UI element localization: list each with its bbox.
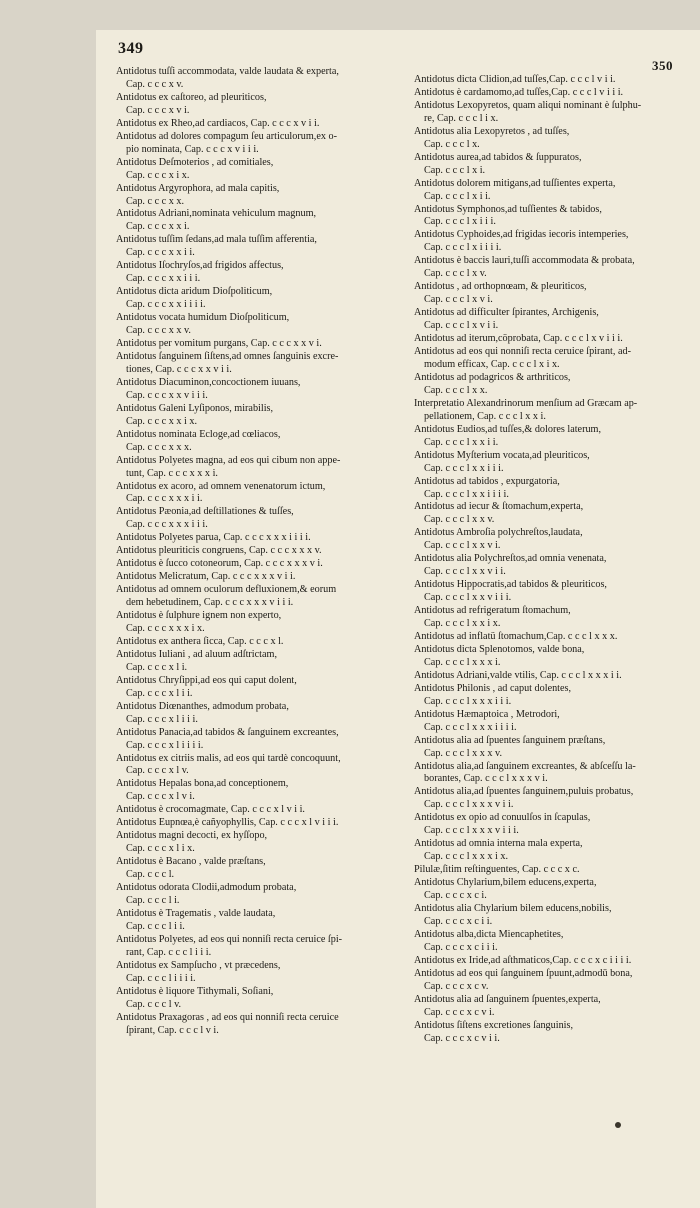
index-entry [116, 234, 388, 260]
entry-text: Pilulæ,ſitim reſtinguentes, Cap. c c c x c. [414, 864, 580, 876]
entry-continuation: Cap. c c c x v. [126, 78, 184, 90]
entry-text: Antidotus odorata Clodii,admodum probata, [116, 882, 297, 894]
entry-continuation: Cap. c c c x l v. [126, 765, 189, 777]
entry-continuation: Cap. c c c l x i. [424, 164, 486, 176]
entry-continuation: Cap. c c c x c i. [424, 890, 487, 902]
entry-continuation: Cap. c c c x c i i. [424, 915, 493, 927]
entry-continuation: Cap. c c c l x x x i i i i. [424, 721, 517, 733]
entry-continuation: Cap. c c c l x x i i i. [424, 462, 504, 474]
entry-text: Antidotus magni decocti, ex hyſſopo, [116, 830, 268, 842]
entry-continuation: Cap. c c c x l i i i. [126, 713, 198, 725]
entry-text: Antidotus Iſochryſos,ad frigidos affectus, [116, 260, 284, 272]
entry-continuation: Cap. c c c l x i i i. [424, 216, 496, 228]
entry-text: Antidotus ad iecur & ſtomachum,experta, [414, 501, 584, 513]
entry-text: Antidotus Polyetes magna, ad eos qui cibum non appe- [116, 454, 341, 466]
index-entry [414, 281, 684, 307]
entry-continuation: Cap. c c c l x x i i. [424, 436, 499, 448]
entry-continuation: Cap. c c c x x x i x. [126, 622, 205, 634]
index-entry [414, 398, 684, 424]
entry-text: Antidotus Lexopyretos, quam aliqui nominant è ſulphu- [414, 99, 642, 111]
entry-continuation: Cap. c c c l x x x v i i. [424, 799, 514, 811]
index-entry [116, 338, 388, 351]
entry-continuation: tiones, Cap. c c c x x v i i. [126, 363, 232, 375]
entry-text: Antidotus Eupnœa,è cañyophyllis, Cap. c c c x l v i i i. [116, 817, 339, 829]
entry-text: Antidotus ad inflatü ſtomachum,Cap. c c c l x x x. [414, 630, 618, 642]
entry-continuation: Cap. c c c x c v. [424, 980, 489, 992]
index-entry [414, 761, 684, 787]
entry-continuation: Cap. c c c x x i i. [126, 247, 195, 259]
index-entry [116, 131, 388, 157]
entry-continuation: borantes, Cap. c c c l x x x v i. [424, 773, 548, 785]
index-entry [116, 157, 388, 183]
index-entry [116, 118, 388, 131]
index-entry [414, 631, 684, 644]
index-entry [116, 558, 388, 571]
index-entry [116, 1012, 388, 1038]
entry-text: Antidotus ex caſtoreo, ad pleuriticos, [116, 91, 267, 103]
entry-text: Antidotus Praxagoras , ad eos qui nonniſi recta ceruice [116, 1011, 339, 1023]
index-entry [414, 553, 684, 579]
entry-text: Antidotus ad omnia interna mala experta, [414, 838, 583, 850]
entry-continuation: modum efficax, Cap. c c c l x i x. [424, 358, 560, 370]
entry-continuation: Cap. c c c l x x i x. [424, 618, 501, 630]
index-entry [414, 229, 684, 255]
entry-text: Antidotus Eudios,ad tuſſes,& dolores laterum, [414, 423, 602, 435]
index-entry [414, 255, 684, 281]
index-entry [414, 903, 684, 929]
entry-text: Antidotus ex Rheo,ad cardiacos, Cap. c c c x v i i. [116, 117, 320, 129]
entry-continuation: Cap. c c c x l i i i i. [126, 739, 204, 751]
page-number-right: 350 [652, 58, 673, 73]
index-entry [414, 670, 684, 683]
entry-continuation: dem hebetudinem, Cap. c c c x x x v i i i. [126, 597, 294, 609]
entry-continuation: Cap. c c c l v. [126, 998, 182, 1010]
entry-continuation: Cap. c c c l i i. [126, 920, 185, 932]
entry-continuation: Cap. c c c x l v i. [126, 791, 195, 803]
index-entry [116, 532, 388, 545]
entry-text: Antidotus ſiſtens excretiones ſanguinis, [414, 1019, 574, 1031]
right-column [414, 74, 684, 1045]
entry-text: Antidotus Iuliani , ad aluum adſtrictam, [116, 648, 277, 660]
index-entry [116, 260, 388, 286]
entry-text: Antidotus Galeni Lyſiponos, mirabilis, [116, 402, 274, 414]
index-entry [116, 183, 388, 209]
entry-text: Antidotus per vomitum purgans, Cap. c c c x x v i. [116, 338, 322, 350]
index-entry [116, 701, 388, 727]
entry-text: Antidotus Hippocratis,ad tabidos & pleuriticos, [414, 579, 607, 591]
entry-text: Antidotus Polyetes parua, Cap. c c c x x x i i i i. [116, 532, 311, 544]
index-entry [414, 1020, 684, 1046]
entry-text: Antidotus Melicratum, Cap. c c c x x x v i i. [116, 571, 296, 583]
entry-continuation: Cap. c c c x l i i. [126, 687, 193, 699]
entry-continuation: Cap. c c c x l i x. [126, 843, 195, 855]
index-entry [414, 786, 684, 812]
index-entry [116, 856, 388, 882]
index-entry [116, 455, 388, 481]
entry-text: Antidotus Adriani,valde vtilis, Cap. c c c l x x x i i. [414, 669, 622, 681]
entry-text: Antidotus Diacuminon,concoctionem iuuans, [116, 376, 301, 388]
entry-text: Antidotus Deſmoterios , ad comitiales, [116, 156, 274, 168]
entry-text: Antidotus è Tragematis , valde laudata, [116, 907, 276, 919]
entry-continuation: ſpirant, Cap. c c c l v i. [126, 1024, 219, 1036]
entry-text: Antidotus Adriani,nominata vehiculum magnum, [116, 208, 317, 220]
entry-text: Antidotus Myſterium vocata,ad pleuriticos, [414, 449, 590, 461]
index-entry [414, 100, 684, 126]
index-entry [116, 403, 388, 429]
index-entry [116, 286, 388, 312]
entry-continuation: Cap. c c c x v i. [126, 104, 190, 116]
index-entry [414, 126, 684, 152]
index-entry [116, 545, 388, 558]
entry-text: Antidotus ad refrigeratum ſtomachum, [414, 605, 571, 617]
index-entry [414, 864, 684, 877]
entry-continuation: rant, Cap. c c c l i i i. [126, 946, 212, 958]
entry-continuation: Cap. c c c x x x i i. [126, 493, 203, 505]
entry-continuation: Cap. c c c l i. [126, 895, 180, 906]
entry-text: Antidotus ad podagricos & arthriticos, [414, 371, 571, 383]
index-entry [414, 476, 684, 502]
entry-text: Antidotus ad tabidos , expurgatoria, [414, 475, 560, 487]
entry-text: Antidotus Hepalas bona,ad conceptionem, [116, 778, 289, 790]
entry-text: Antidotus Pæonia,ad deſtillationes & tuſſes, [116, 506, 294, 518]
index-entry [414, 838, 684, 864]
entry-text: Antidotus ad iterum,cöprobata, Cap. c c c l x v i i i. [414, 333, 623, 345]
index-entry [414, 812, 684, 838]
entry-continuation: Cap. c c c l x x v i. [424, 540, 501, 552]
index-entry [414, 307, 684, 333]
entry-text: Antidotus è Bacano , valde præſtans, [116, 856, 266, 868]
index-entry [116, 753, 388, 779]
entry-text: Antidotus è liquore Tithymali, Soſiani, [116, 985, 274, 997]
entry-continuation: Cap. c c c l x x v. [424, 514, 495, 526]
index-entry [116, 377, 388, 403]
entry-continuation: Cap. c c c x x i i i i. [126, 299, 206, 311]
index-entry [414, 968, 684, 994]
entry-text: Antidotus è ſulphure ignem non experto, [116, 610, 282, 622]
index-entry [116, 934, 388, 960]
entry-text: Antidotus è ſucco cotoneorum, Cap. c c c x x x v i. [116, 558, 323, 570]
entry-continuation: Cap. c c c l x x x v i i i. [424, 825, 519, 837]
entry-continuation: Cap. c c c x x v i i i. [126, 389, 208, 401]
index-entry [414, 644, 684, 670]
index-entry [116, 312, 388, 338]
entry-text: Antidotus alia ad ſpuentes ſanguinem præſtans, [414, 734, 606, 746]
index-entry [414, 579, 684, 605]
entry-text: Antidotus ex Sampſucho , vt præcedens, [116, 959, 281, 971]
index-entry [414, 709, 684, 735]
printer-ornament [615, 1122, 621, 1128]
entry-text: Antidotus ſanguinem ſiſtens,ad omnes ſanguinis excre- [116, 350, 339, 362]
index-entry [414, 333, 684, 346]
entry-text: Antidotus Symphonos,ad tuſſientes & tabidos, [414, 203, 602, 215]
entry-text: Antidotus Panacia,ad tabidos & ſanguinem excreantes, [116, 726, 339, 738]
index-entry [414, 204, 684, 230]
entry-text: Antidotus ad difficulter ſpirantes, Archigenis, [414, 307, 599, 319]
entry-continuation: Cap. c c c l x v. [424, 268, 487, 280]
index-entry [414, 683, 684, 709]
entry-continuation: Cap. c c c x c i i i. [424, 941, 498, 953]
index-entry [116, 429, 388, 455]
entry-text: Antidotus alia,ad ſanguinem excreantes, & abſceſſu la- [414, 760, 636, 772]
entry-text: Antidotus ad eos qui ſanguinem ſpuunt,admodū bona, [414, 967, 633, 979]
entry-text: Antidotus Ambroſia polychreſtos,laudata, [414, 527, 583, 539]
entry-text: Antidotus alba,dicta Miencaphetites, [414, 928, 564, 940]
index-entry [116, 208, 388, 234]
index-entry [116, 351, 388, 377]
entry-continuation: Cap. c c c l x. [424, 138, 480, 150]
entry-text: Antidotus alia Polychreſtos,ad omnia venenata, [414, 553, 607, 565]
entry-continuation: Cap. c c c l x x v i i i. [424, 592, 512, 604]
entry-text: Antidotus alia Chylarium bilem educens,nobilis, [414, 903, 612, 914]
entry-text: Antidotus ex acoro, ad omnem venenatorum ictum, [116, 480, 326, 492]
entry-text: Antidotus dicta Clidion,ad tuſſes,Cap. c c c l v i i. [414, 74, 616, 85]
index-entry [116, 727, 388, 753]
entry-continuation: Cap. c c c l x i i. [424, 190, 491, 202]
index-entry [414, 877, 684, 903]
entry-text: Antidotus alia ad ſanguinem ſpuentes,experta, [414, 993, 601, 1005]
entry-continuation: pio nominata, Cap. c c c x v i i i. [126, 143, 259, 155]
entry-text: Antidotus alia Lexopyretos , ad tuſſes, [414, 125, 570, 137]
index-entry [414, 501, 684, 527]
index-entry [116, 986, 388, 1012]
index-entry [116, 66, 388, 92]
index-entry [116, 506, 388, 532]
entry-text: Antidotus Hæmaptoica , Metrodori, [414, 708, 560, 720]
left-column [116, 66, 388, 1037]
index-entry [116, 610, 388, 636]
entry-text: Antidotus è baccis lauri,tuſſi accommodata & probata, [414, 255, 635, 267]
entry-continuation: Cap. c c c x x. [126, 195, 184, 207]
index-entry [414, 372, 684, 398]
entry-continuation: Cap. c c c x x i i i. [126, 273, 201, 285]
entry-text: Antidotus ad omnem oculorum defluxionem,& eorum [116, 584, 337, 596]
entry-continuation: Cap. c c c x x v. [126, 325, 191, 337]
entry-text: Antidotus tuſſim ſedans,ad mala tuſſim afferentia, [116, 234, 317, 246]
entry-text: Antidotus dicta Splenotomos, valde bona, [414, 643, 585, 655]
entry-continuation: Cap. c c c x c v i. [424, 1006, 495, 1018]
entry-continuation: Cap. c c c x x x. [126, 441, 192, 453]
index-entry [414, 152, 684, 178]
entry-continuation: pellationem, Cap. c c c l x x i. [424, 410, 546, 422]
index-entry [414, 994, 684, 1020]
index-entry [116, 584, 388, 610]
entry-text: Antidotus ad dolores compagum ſeu articulorum,ex o- [116, 130, 337, 142]
entry-continuation: Cap. c c c l x x x i i i. [424, 695, 512, 707]
entry-text: Antidotus aurea,ad tabidos & ſuppuratos, [414, 151, 582, 163]
index-entry [116, 804, 388, 817]
entry-text: Antidotus ex anthera ſicca, Cap. c c c x l. [116, 635, 284, 647]
index-entry [116, 649, 388, 675]
entry-continuation: Cap. c c c l x v i i. [424, 320, 499, 332]
entry-text: Antidotus pleuriticis congruens, Cap. c c c x x x v. [116, 545, 322, 557]
entry-text: Interpretatio Alexandrinorum menſium ad Græcam ap- [414, 397, 638, 409]
entry-text: Antidotus dicta aridum Dioſpoliticum, [116, 286, 273, 298]
entry-continuation: Cap. c c c x c v i i. [424, 1032, 500, 1044]
entry-text: Antidotus è crocomagmate, Cap. c c c x l v i i. [116, 804, 305, 816]
entry-continuation: Cap. c c c x i x. [126, 169, 190, 181]
entry-text: Antidotus Philonis , ad caput dolentes, [414, 682, 572, 694]
index-entry [414, 87, 684, 100]
entry-continuation: Cap. c c c x x i. [126, 221, 190, 233]
entry-continuation: tunt, Cap. c c c x x x i. [126, 467, 218, 479]
entry-text: Antidotus , ad orthopnœam, & pleuriticos, [414, 281, 587, 293]
entry-text: Antidotus ex opio ad conuulſos in ſcapulas, [414, 812, 591, 824]
entry-text: Antidotus dolorem mitigans,ad tuſſientes experta, [414, 177, 616, 189]
entry-text: Antidotus nominata Ecloge,ad cœliacos, [116, 428, 281, 440]
entry-text: Antidotus Chryſippi,ad eos qui caput dolent, [116, 674, 297, 686]
index-entry [116, 481, 388, 507]
entry-text: Antidotus ad eos qui nonniſi recta ceruice ſpirant, ad- [414, 346, 631, 358]
entry-continuation: Cap. c c c x x x i i i. [126, 519, 208, 531]
index-entry [414, 735, 684, 761]
entry-text: Antidotus Diœnanthes, admodum probata, [116, 700, 289, 712]
entry-continuation: Cap. c c c l i i i i. [126, 972, 196, 984]
index-entry [414, 527, 684, 553]
entry-text: Antidotus Argyrophora, ad mala capitis, [116, 182, 280, 194]
index-entry [414, 605, 684, 631]
entry-text: Antidotus Cyphoides,ad frigidas iecoris intemperies, [414, 229, 629, 241]
entry-continuation: Cap. c c c l x x x i. [424, 656, 501, 668]
entry-continuation: Cap. c c c l x v i. [424, 294, 493, 306]
index-entry [116, 92, 388, 118]
entry-continuation: Cap. c c c l x i i i i. [424, 242, 502, 254]
entry-text: Antidotus tuſſi accommodata, valde laudata & experta, [116, 66, 339, 77]
book-page [96, 30, 700, 1208]
index-entry [414, 424, 684, 450]
entry-text: Antidotus è cardamomo,ad tuſſes,Cap. c c c l v i i i. [414, 86, 624, 98]
index-entry [116, 571, 388, 584]
page-number-left: 349 [118, 40, 144, 57]
entry-continuation: re, Cap. c c c l i x. [424, 112, 499, 124]
entry-text: Antidotus alia,ad ſpuentes ſanguinem,puluis probatus, [414, 786, 634, 798]
entry-continuation: Cap. c c c l x x i i i i. [424, 488, 509, 500]
entry-continuation: Cap. c c c l x x v i i. [424, 566, 506, 578]
index-entry [116, 960, 388, 986]
index-entry [116, 636, 388, 649]
entry-continuation: Cap. c c c l x x x i x. [424, 851, 509, 863]
entry-continuation: Cap. c c c l x x. [424, 384, 488, 396]
index-entry [116, 882, 388, 908]
entry-text: Antidotus ex citriis malis, ad eos qui tardè concoquunt, [116, 752, 341, 764]
index-entry [116, 817, 388, 830]
index-entry [116, 778, 388, 804]
index-entry [414, 346, 684, 372]
index-entry [116, 908, 388, 934]
entry-continuation: Cap. c c c x x i x. [126, 415, 198, 427]
entry-continuation: Cap. c c c l x x x v. [424, 747, 502, 759]
entry-continuation: Cap. c c c l. [126, 869, 175, 881]
index-entry [414, 178, 684, 204]
index-entry [414, 929, 684, 955]
entry-text: Antidotus Chylarium,bilem educens,experta, [414, 877, 597, 889]
index-entry [116, 675, 388, 701]
entry-text: Antidotus vocata humidum Dioſpoliticum, [116, 312, 290, 324]
index-entry [414, 450, 684, 476]
entry-text: Antidotus ex Iride,ad aſthmaticos,Cap. c c c x c i i i i. [414, 954, 632, 966]
entry-text: Antidotus Polyetes, ad eos qui nonniſi recta ceruice ſpi- [116, 933, 343, 945]
entry-continuation: Cap. c c c x l i. [126, 661, 188, 673]
index-entry [414, 74, 684, 87]
index-entry [116, 830, 388, 856]
index-entry [414, 955, 684, 968]
